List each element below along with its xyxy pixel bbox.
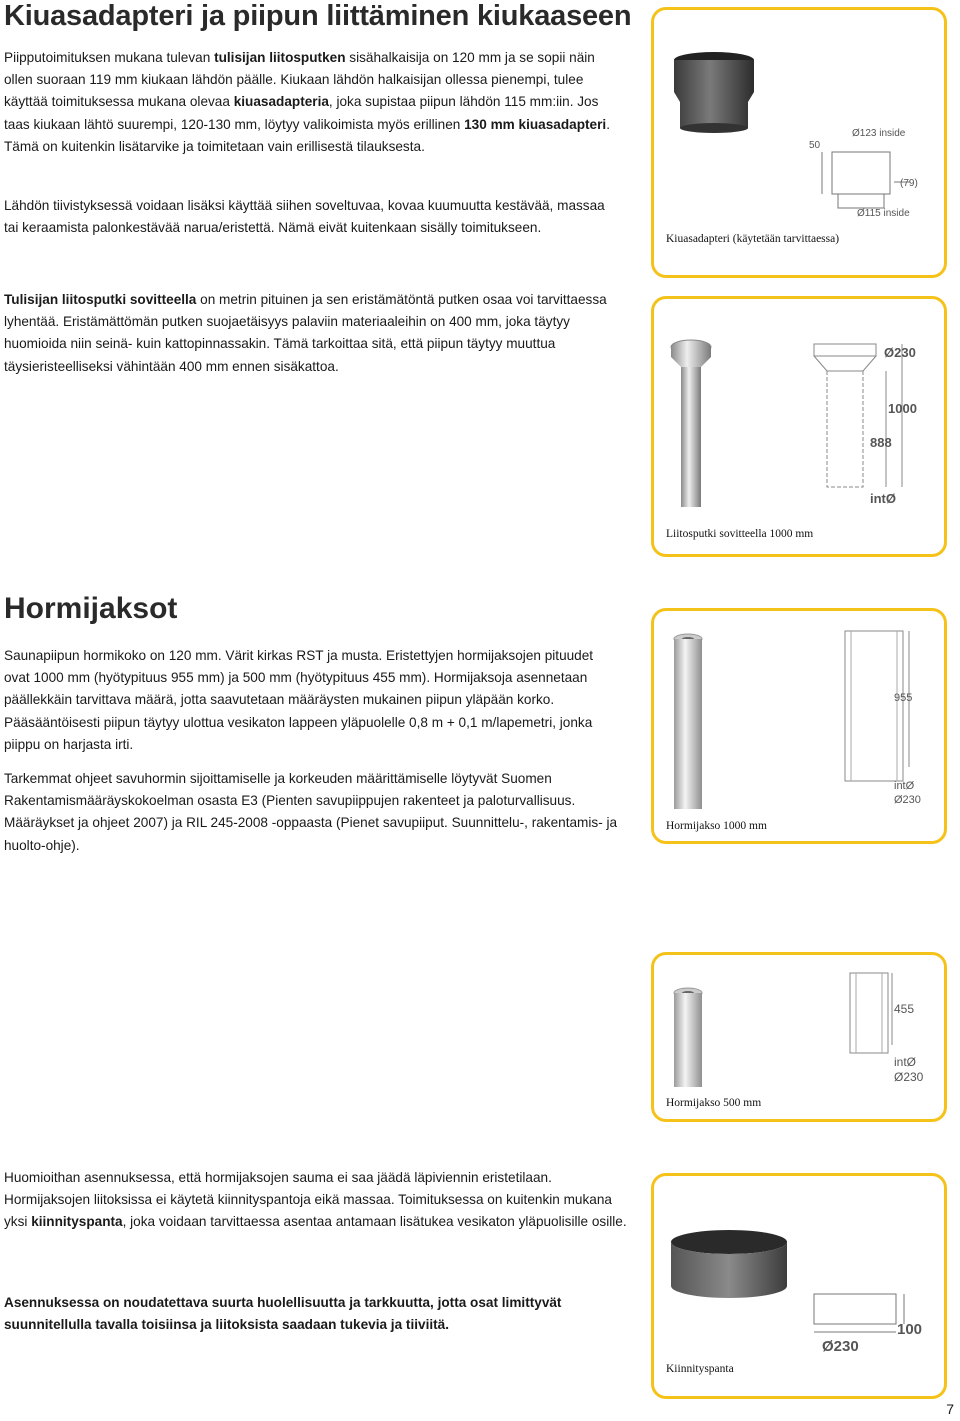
text-run: sisähalkaisija on 120 mm ja se sopii näin ollen suoraan 119 mm kiukaan lähdön päälle. Kiukaan lähdön halkaisijan ollessa pienempi, tulee käyttää toimituksessa mukana olevaa [4, 50, 595, 110]
connection-pipe-paragraph [4, 289, 634, 378]
bold-text-run: tulisijan liitosputken [214, 50, 346, 65]
adapter-dim-top: Ø123 inside [852, 128, 906, 139]
sealing-paragraph [4, 195, 618, 239]
flue-1000-caption: Hormijakso 1000 mm [666, 820, 767, 832]
section-title: Hormijaksot [4, 592, 178, 625]
page-number: 7 [946, 1401, 954, 1417]
pipe-dim-length: 1000 [888, 401, 917, 416]
flue-1000-illustration [654, 611, 944, 811]
text-run: , joka supistaa piipun lähdön 115 mm:iin. Jos taas kiukaan lähtö suurempi, 120-130 mm, löytyy valikoimista myös erillinen [4, 94, 599, 132]
band-caption: Kiinnityspanta [666, 1363, 734, 1375]
page-title: Kiuasadapteri ja piipun liittäminen kiukaaseen [4, 0, 632, 32]
bold-text-run: kiinnityspanta [31, 1214, 123, 1230]
bold-text-run: kiuasadapteria [233, 94, 329, 110]
text-run: . Tämä on kuitenkin lisätarvike ja toimitetaan vain erillisestä tilauksesta. [4, 116, 610, 154]
bold-text-run: Tulisijan liitosputki sovitteella [4, 292, 197, 307]
regulations-paragraph [4, 768, 619, 857]
band-dim-height: 100 [897, 1321, 923, 1338]
flue-500-dim-inner: intØ [894, 1055, 917, 1069]
flue-1000-dim-length: 955 [894, 692, 913, 704]
flue-500-caption: Hormijakso 500 mm [666, 1097, 762, 1109]
flue-1000-figure-card [651, 608, 947, 844]
adapter-dim-bottom: Ø115 inside [857, 208, 910, 219]
flue-500-figure-card [651, 952, 947, 1122]
installation-note-paragraph [4, 1167, 629, 1234]
text-run: on metrin pituinen ja sen eristämätöntä putken osaa voi tarvittaessa lyhentää. Eristämättömän putken suojaetäisyys palaviin materiaaleihin on 400 mm, joka täytyy huomioida niin seinä- kuin kattopinnassakin. Tämä tarkoittaa sitä, että piipun täytyy muuttua täysieristeelliseksi vähintään 400 mm ennen sisäkattoa. [4, 292, 607, 374]
pipe-dim-inner: 888 [870, 435, 892, 450]
bold-text-run: 130 mm kiuasadapteri [464, 116, 607, 132]
band-figure-card [651, 1173, 947, 1399]
text-run: Piipputoimituksen mukana tulevan [4, 50, 215, 65]
text-run: Huomioithan asennuksessa, että hormijaksojen sauma ei saa jäädä läpiviennin eristetilaan. Hormijaksojen liitoksissa ei käytetä kiinnityspantoja eikä massaa. Toimituksessa on kuitenkin mukana yksi [4, 1170, 612, 1230]
adapter-illustration [654, 10, 944, 235]
text-run: Lähdön tiivistyksessä voidaan lisäksi käyttää siihen soveltuvaa, kovaa kuumuutta kestävää, massaa tai keraamista palonkestävää narua/eristettä. Nämä eivät kuitenkaan sisälly toimitukseen. [4, 198, 605, 236]
flue-500-dim-length: 455 [894, 1002, 915, 1016]
pipe-caption: Liitosputki sovitteella 1000 mm [666, 528, 814, 540]
adapter-dim-mid: (79) [900, 178, 918, 189]
text-run: , joka voidaan tarvittaessa asentaa antamaan lisätukea vesikaton yläpuolisille osille. [122, 1214, 627, 1230]
pipe-dim-diameter: Ø230 [884, 345, 916, 360]
band-illustration [654, 1176, 944, 1361]
adapter-paragraph [4, 47, 618, 158]
flue-1000-dim-outer: Ø230 [894, 794, 921, 806]
adapter-caption: Kiuasadapteri (käytetään tarvittaessa) [666, 233, 840, 245]
band-dim-diameter: Ø230 [822, 1338, 859, 1355]
installation-warning-paragraph [4, 1292, 629, 1336]
pipe-dim-bottom: intØ [870, 491, 896, 506]
text-run: Tarkemmat ohjeet savuhormin sijoittamiselle ja korkeuden määrittämiselle löytyvät Suomen Rakentamismääräyskokoelman osasta E3 (Pienten savupiippujen rakenteet ja paloturvallisuus. Määräykset ja ohjeet 2007) ja RIL 245-2008 -oppaasta (Pienet savupiiput. Suunnittelu-, rakentamis- ja huolto-ohje). [4, 771, 618, 853]
text-run: Saunapiipun hormikoko on 120 mm. Värit kirkas RST ja musta. Eristettyjen hormijaksojen pituudet ovat 1000 mm (hyötypituus 955 mm) ja 500 mm (hyötypituus 455 mm). Hormijaksoja asennetaan päällekkäin tarvittava määrä, jotta saavutetaan määräysten mukainen piipun yläpään korko. Pääsääntöisesti piipun täytyy ulottua vesikaton lappeen yläpuolelle 0,8 m + 0,1 m/lapemetri, jonka piippu on harjasta irti. [4, 648, 594, 752]
flue-500-dim-outer: Ø230 [894, 1070, 924, 1084]
flue-1000-dim-inner: intØ [894, 780, 915, 792]
flue-sections-paragraph [4, 645, 604, 756]
bold-text-run: Asennuksessa on noudatettava suurta huolellisuutta ja tarkkuutta, jotta osat limittyvät suunnitellulla tavalla toisiinsa ja liitoksista saadaan tukevia ja tiiviitä. [4, 1295, 562, 1333]
adapter-figure-card [651, 7, 947, 278]
pipe-figure-card [651, 296, 947, 557]
flue-500-illustration [654, 955, 944, 1090]
pipe-illustration [654, 299, 944, 514]
adapter-dim-height: 50 [809, 140, 821, 151]
